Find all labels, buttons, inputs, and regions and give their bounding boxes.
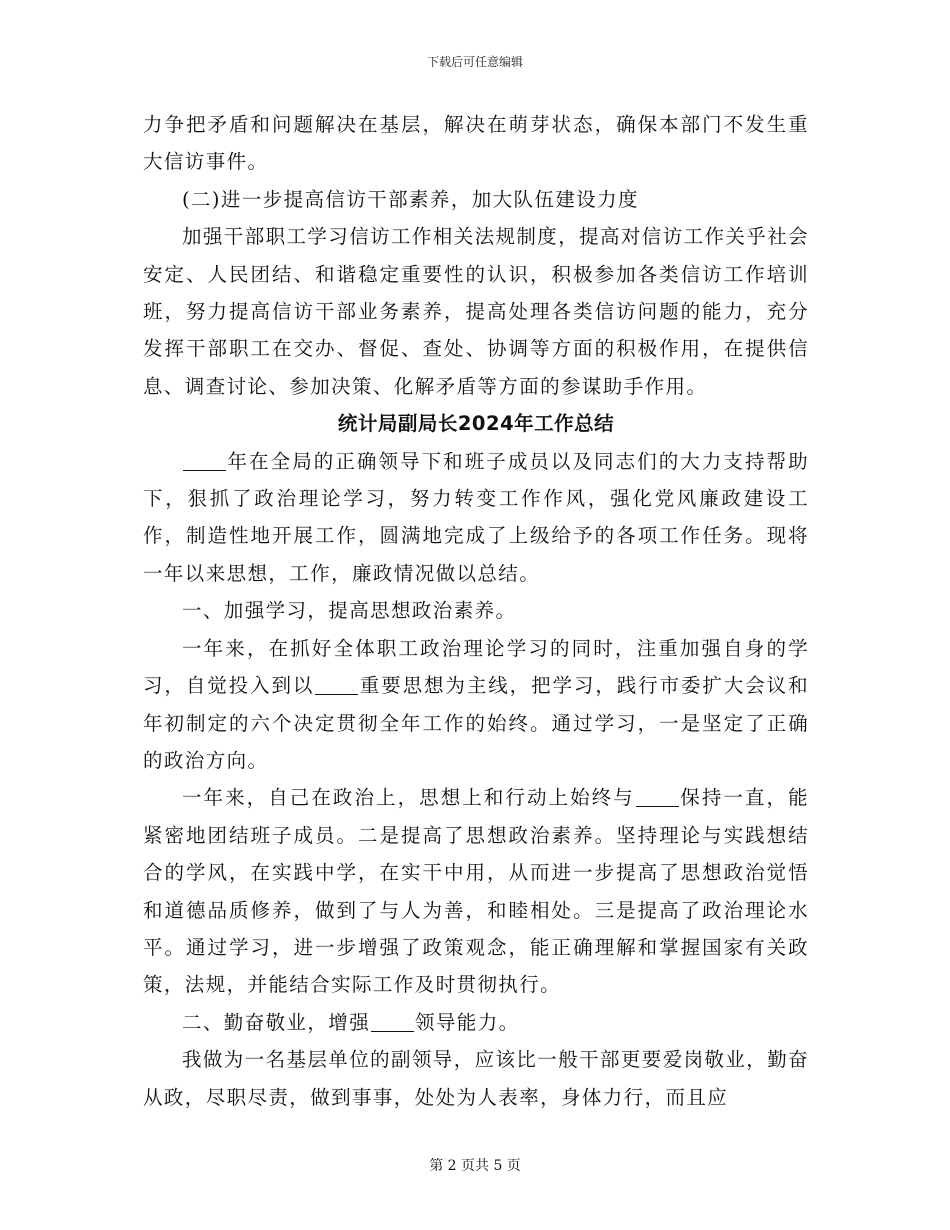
section-heading-study: 一、加强学习，提高思想政治素养。 [182, 599, 517, 623]
paragraph-politics-text-b: 保持一直，能紧密地团结班子成员。二是提高了思想政治素养。坚持理论与实践想结合的学风，在实践中学，在实干中用，从而进一步提高了思想政治觉悟和道德品质修养，做到了与人为善，和睦相处。三是提高了政治理论水平。通过学习，进一步增强了政策观念，能正确理解和掌握国家有关政策，法规，并能结合实际工作及时贯彻执行。 [143, 786, 809, 997]
paragraph-diligence: 我做为一名基层单位的副领导，应该比一般干部更要爱岗敬业，勤奋从政，尽职尽责，做到事事，处处为人表率，身体力行，而且应 [143, 1048, 810, 1109]
paragraph-study-text-b: 重要思想为主线，把学习，践行市委扩大会议和年初制定的六个决定贯彻全年工作的始终。通过学习，一是坚定了正确的政治方向。 [143, 674, 809, 772]
section-heading-2: (二)进一步提高信访干部素养，加大队伍建设力度 [182, 187, 639, 211]
blank-underline [371, 1011, 414, 1032]
section-heading-diligence [143, 1004, 809, 1041]
paragraph-intro [143, 443, 809, 593]
paragraph-study [143, 630, 809, 780]
section-heading-diligence-text-a: 二、勤奋敬业，增强 [182, 1010, 371, 1034]
paragraph-training: 加强干部职工学习信访工作相关法规制度，提高对信访工作关乎社会安定、人民团结、和谐稳定重要性的认识，积极参加各类信访工作培训班，努力提高信访干部业务素养，提高处理各类信访问题的能力，充分发挥干部职工在交办、督促、查处、协调等方面的积极作用，在提供信息、调查讨论、参加决策、化解矛盾等方面的参谋助手作用。 [143, 225, 810, 398]
paragraph-intro-text: 年在全局的正确领导下和班子成员以及同志们的大力支持帮助下，狠抓了政治理论学习，努力转变工作作风，强化党风廉政建设工作，制造性地开展工作，圆满地完成了上级给予的各项工作任务。现将一年以来思想，工作，廉政情况做以总结。 [143, 449, 809, 585]
blank-underline [315, 675, 358, 696]
paragraph-continuation: 力争把矛盾和问题解决在基层，解决在萌芽状态，确保本部门不发生重大信访事件。 [143, 113, 809, 174]
paragraph-politics-text-a: 一年来，自己在政治上，思想上和行动上始终与 [182, 786, 635, 810]
header-note: 下载后可任意编辑 [426, 55, 523, 69]
blank-underline [183, 450, 226, 471]
document-title: 统计局副局长2024年工作总结 [337, 412, 615, 436]
page-number: 第 2 页共 5 页 [429, 1158, 521, 1174]
section-heading-diligence-text-b: 领导能力。 [415, 1010, 520, 1034]
document-body [143, 106, 809, 1116]
paragraph-study-text-a: 一年来，在抓好全体职工政治理论学习的同时，注重加强自身的学习，自觉投入到以 [143, 636, 809, 698]
blank-underline [636, 787, 679, 808]
paragraph-politics [143, 779, 809, 1003]
